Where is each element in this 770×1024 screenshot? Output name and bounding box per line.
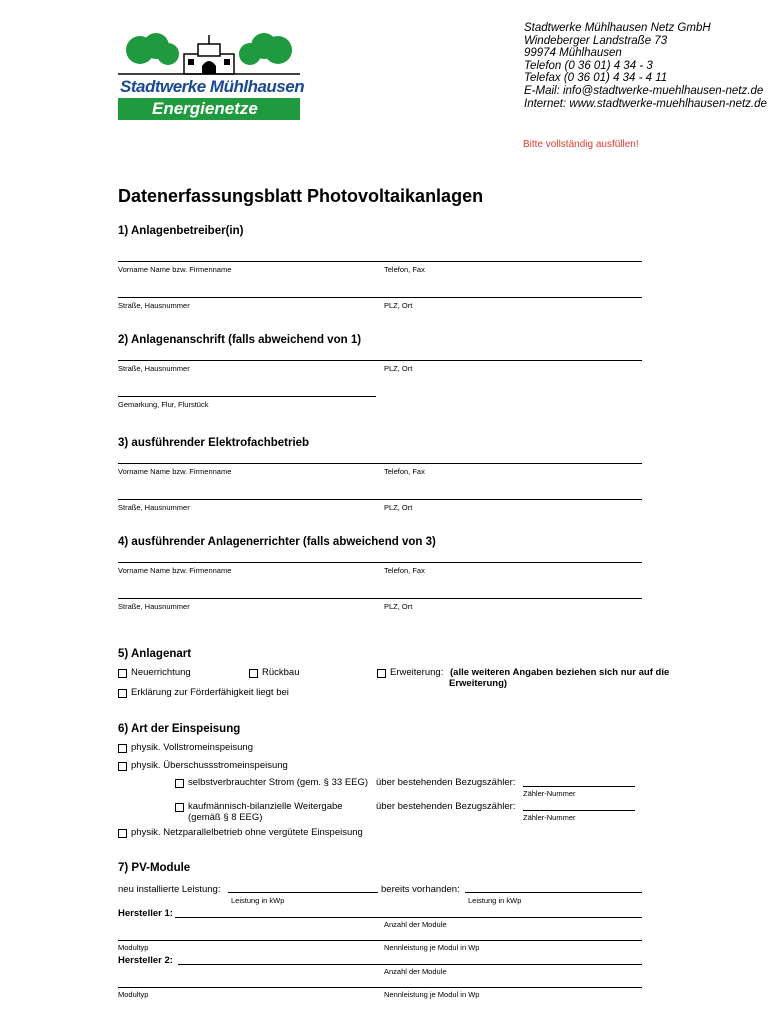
- s1-name-label: Vorname Name bzw. Firmenname: [118, 265, 232, 274]
- s2-parcel-label: Gemarkung, Flur, Flurstück: [118, 400, 209, 409]
- s3-city-label: PLZ, Ort: [384, 503, 413, 512]
- dismantle-checkbox[interactable]: [249, 669, 258, 678]
- s2-parcel-field[interactable]: [118, 396, 376, 397]
- eligibility-label: Erklärung zur Förderfähigkeit liegt bei: [131, 687, 289, 698]
- address-line: 99974 Mühlhausen: [524, 47, 622, 60]
- s4-name-field[interactable]: [118, 562, 642, 563]
- section-1-heading: 1) Anlagenbetreiber(in): [118, 225, 244, 237]
- new-power-label: neu installierte Leistung:: [118, 884, 221, 895]
- existing-power-label: bereits vorhanden:: [381, 884, 460, 895]
- parallel-operation-checkbox[interactable]: [118, 829, 127, 838]
- address-line: E-Mail: info@stadtwerke-muehlhausen-netz.de: [524, 84, 764, 97]
- s1-city-label: PLZ, Ort: [384, 301, 413, 310]
- s4-street-field[interactable]: [118, 598, 642, 599]
- manufacturer-2-label: Hersteller 2:: [118, 955, 173, 966]
- address-line: Telefax (0 36 01) 4 34 - 4 11: [524, 72, 668, 85]
- s1-street-label: Straße, Hausnummer: [118, 301, 190, 310]
- address-line: Telefon (0 36 01) 4 34 - 3: [524, 59, 653, 72]
- s2-street-field[interactable]: [118, 360, 642, 361]
- existing-power-field[interactable]: [465, 892, 642, 893]
- full-feed-label: physik. Vollstromeinspeisung: [131, 742, 253, 753]
- parallel-operation-label: physik. Netzparallelbetrieb ohne vergütete Einspeisung: [131, 827, 363, 838]
- s3-phone-label: Telefon, Fax: [384, 467, 425, 476]
- s1-street-field[interactable]: [118, 297, 642, 298]
- s4-phone-label: Telefon, Fax: [384, 566, 425, 575]
- section-3-heading: 3) ausführender Elektrofachbetrieb: [118, 437, 310, 449]
- self-consumption-label: selbstverbrauchter Strom (gem. § 33 EEG): [188, 777, 369, 788]
- address-line: Internet: www.stadtwerke-muehlhausen-netz.de: [524, 97, 767, 110]
- module-type-field-2[interactable]: [118, 987, 642, 988]
- meter-number-label-2: Zähler-Nummer: [523, 813, 576, 822]
- address-line: Windeberger Landstraße 73: [524, 34, 668, 47]
- module-type-field-1[interactable]: [118, 940, 642, 941]
- commercial-label-1: kaufmännisch-bilanzielle Weitergabe: [188, 801, 343, 812]
- module-count-label-1: Anzahl der Module: [384, 920, 447, 929]
- address-line: Stadtwerke Mühlhausen Netz GmbH: [524, 22, 711, 34]
- logo-line-2: Energienetze: [152, 99, 258, 118]
- fill-in-hint: Bitte vollständig ausfüllen!: [523, 139, 639, 150]
- section-2-heading: 2) Anlagenanschrift (falls abweichend von 1): [118, 334, 362, 346]
- manufacturer-1-label: Hersteller 1:: [118, 908, 173, 919]
- module-type-label-1: Modultyp: [118, 943, 149, 952]
- module-count-label-2: Anzahl der Module: [384, 967, 447, 976]
- s4-name-label: Vorname Name bzw. Firmenname: [118, 566, 232, 575]
- logo-line-1: Stadtwerke Mühlhausen: [120, 77, 305, 96]
- manufacturer-1-field[interactable]: [175, 917, 642, 918]
- s1-name-field[interactable]: [118, 261, 642, 262]
- meter-number-field-2[interactable]: [523, 810, 635, 811]
- surplus-feed-label: physik. Überschussstromeinspeisung: [131, 760, 288, 771]
- s2-street-label: Straße, Hausnummer: [118, 364, 190, 373]
- rated-power-label-2: Nennleistung je Modul in Wp: [384, 990, 480, 999]
- section-6-heading: 6) Art der Einspeisung: [118, 723, 241, 735]
- s4-street-label: Straße, Hausnummer: [118, 602, 190, 611]
- manufacturer-2-field[interactable]: [178, 964, 642, 965]
- company-address: [524, 22, 767, 110]
- extension-checkbox[interactable]: [377, 669, 386, 678]
- extension-label: Erweiterung:: [390, 667, 444, 678]
- s4-city-label: PLZ, Ort: [384, 602, 413, 611]
- rated-power-label-1: Nennleistung je Modul in Wp: [384, 943, 480, 952]
- eligibility-checkbox[interactable]: [118, 689, 127, 698]
- meter-existing-label-2: über bestehenden Bezugszähler:: [376, 801, 516, 812]
- page-title: Datenerfassungsblatt Photovoltaikanlagen: [118, 186, 484, 206]
- meter-existing-label: über bestehenden Bezugszähler:: [376, 777, 516, 788]
- new-power-unit: Leistung in kWp: [231, 896, 285, 905]
- section-5-heading: 5) Anlagenart: [118, 648, 192, 660]
- company-logo: [118, 32, 305, 120]
- module-type-label-2: Modultyp: [118, 990, 149, 999]
- s3-name-label: Vorname Name bzw. Firmenname: [118, 467, 232, 476]
- surplus-feed-checkbox[interactable]: [118, 762, 127, 771]
- meter-number-label-1: Zähler-Nummer: [523, 789, 576, 798]
- s3-name-field[interactable]: [118, 463, 642, 464]
- meter-number-field-1[interactable]: [523, 786, 635, 787]
- s1-phone-label: Telefon, Fax: [384, 265, 425, 274]
- full-feed-checkbox[interactable]: [118, 744, 127, 753]
- section-4-heading: 4) ausführender Anlagenerrichter (falls abweichend von 3): [118, 536, 436, 548]
- self-consumption-checkbox[interactable]: [175, 779, 184, 788]
- existing-power-unit: Leistung in kWp: [468, 896, 522, 905]
- new-installation-checkbox[interactable]: [118, 669, 127, 678]
- commercial-label-2: (gemäß § 8 EEG): [188, 812, 263, 823]
- extension-note-2: Erweiterung): [449, 678, 508, 689]
- dismantle-label: Rückbau: [262, 667, 300, 678]
- section-7-heading: 7) PV-Module: [118, 862, 191, 874]
- s3-street-label: Straße, Hausnummer: [118, 503, 190, 512]
- s2-city-label: PLZ, Ort: [384, 364, 413, 373]
- commercial-checkbox[interactable]: [175, 803, 184, 812]
- new-installation-label: Neuerrichtung: [131, 667, 191, 678]
- new-power-field[interactable]: [228, 892, 378, 893]
- s3-street-field[interactable]: [118, 499, 642, 500]
- extension-note-1: (alle weiteren Angaben beziehen sich nur auf die: [450, 667, 670, 678]
